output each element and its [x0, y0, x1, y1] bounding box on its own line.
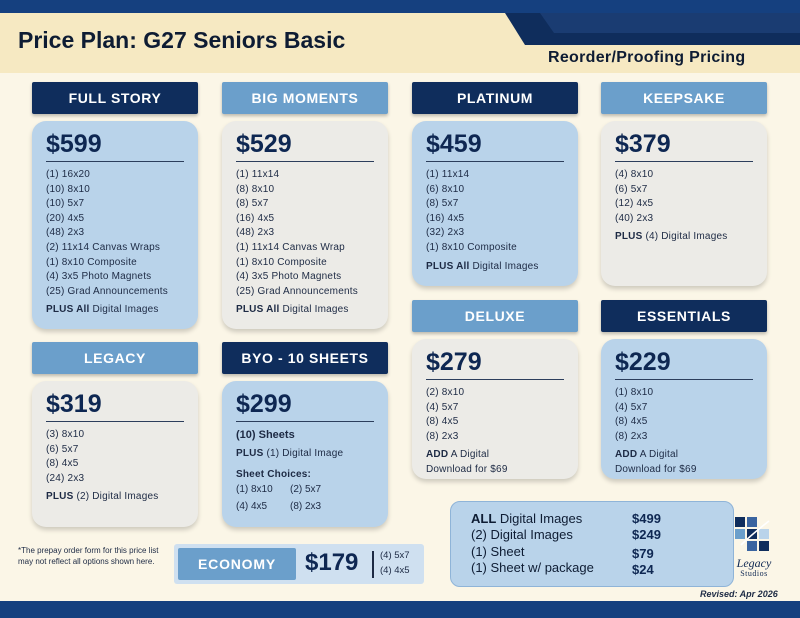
legacy-studios-logo-icon: [733, 515, 773, 555]
plan-card-deluxe[interactable]: [412, 339, 578, 479]
plan-card-essentials[interactable]: [601, 339, 767, 479]
plan-title-keepsake: KEEPSAKE: [601, 82, 767, 114]
plan-add-line: ADD A Digital: [615, 449, 679, 461]
plan-title-economy: ECONOMY: [178, 548, 296, 580]
digital-row-price: $249: [632, 527, 661, 542]
byo-choice: (1) 8x10: [236, 484, 273, 496]
plan-add-line-2: Download for $69: [615, 463, 697, 475]
bottom-bar: [0, 601, 800, 618]
plan-item: (1) 8x10 Composite: [236, 256, 327, 268]
plan-item: (8) 4x5: [426, 416, 459, 428]
plan-item: (8) 4x5: [615, 416, 648, 428]
plan-item: (3) 8x10: [46, 429, 85, 440]
plan-title-full-story: FULL STORY: [32, 82, 198, 114]
plan-item: (1) 11x14: [236, 169, 280, 180]
digital-row-price: $79: [632, 546, 654, 561]
byo-choice: (2) 5x7: [290, 484, 322, 496]
plan-item: (4) 3x5 Photo Magnets: [46, 271, 152, 283]
byo-choices-title: Sheet Choices:: [236, 468, 312, 480]
plan-card-big-moments[interactable]: [222, 121, 388, 329]
plan-item: (1) 16x20: [46, 169, 91, 180]
byo-choices-row: [236, 482, 374, 497]
plan-item: (1) 11x14 Canvas Wrap: [236, 241, 345, 253]
plan-title-big-moments: BIG MOMENTS: [222, 82, 388, 114]
plan-item: (6) 8x10: [426, 183, 465, 195]
plan-item: (8) 5x7: [236, 198, 269, 210]
plan-card-platinum[interactable]: [412, 121, 578, 286]
plan-item: (8) 8x10: [236, 183, 275, 195]
plan-plus-line: PLUS All Digital Images: [236, 304, 349, 316]
plan-title-deluxe: DELUXE: [412, 300, 578, 332]
plan-item: (16) 4x5: [426, 212, 465, 224]
page-subtitle: Reorder/Proofing Pricing: [548, 49, 746, 66]
plan-title-essentials: ESSENTIALS: [601, 300, 767, 332]
plan-plus-line: PLUS All Digital Images: [426, 260, 539, 272]
plan-item: (16) 4x5: [236, 212, 275, 224]
plan-card-full-story[interactable]: [32, 121, 198, 329]
plan-item: (48) 2x3: [236, 227, 275, 239]
plan-card-keepsake[interactable]: [601, 121, 767, 286]
plan-item: (20) 4x5: [46, 212, 85, 224]
plan-item: (6) 5x7: [46, 443, 79, 455]
revised-date: Revised: Apr 2026: [700, 589, 778, 599]
logo-wordmark: Legacy Studios: [736, 556, 772, 578]
plan-card-byo[interactable]: [222, 381, 388, 527]
plan-price: $229: [615, 347, 753, 380]
plan-price: $529: [236, 129, 374, 162]
plan-item: (8) 2x3: [426, 430, 459, 442]
title-accent-stripe: [540, 13, 800, 33]
plan-price: $299: [236, 389, 374, 422]
byo-sheets: (10) Sheets: [236, 429, 295, 441]
plan-title-byo: BYO - 10 SHEETS: [222, 342, 388, 374]
page-title: Price Plan: G27 Seniors Basic: [18, 27, 346, 53]
byo-choice: (4) 4x5: [236, 501, 268, 513]
digital-row-price: $24: [632, 562, 654, 577]
plan-item: (6) 5x7: [615, 183, 648, 195]
plan-price: $279: [426, 347, 564, 380]
plan-plus-line: PLUS All Digital Images: [46, 304, 159, 316]
plan-item: (1) 8x10 Composite: [426, 241, 517, 253]
digital-row-name: ALL Digital Images: [471, 511, 583, 526]
plan-item: (8) 4x5: [46, 458, 79, 470]
plan-item: (4) 8x10: [615, 169, 654, 180]
plan-title-platinum: PLATINUM: [412, 82, 578, 114]
plan-item: (4) 3x5 Photo Magnets: [236, 271, 342, 283]
plan-item: (4) 5x7: [426, 401, 459, 413]
plan-plus-line: PLUS (2) Digital Images: [46, 491, 159, 503]
byo-choices-row: [236, 499, 374, 514]
plan-item: (25) Grad Announcements: [46, 285, 168, 297]
digital-row-name: (1) Sheet w/ package: [471, 560, 594, 575]
plan-item: (24) 2x3: [46, 472, 85, 484]
economy-divider: [372, 551, 374, 578]
plan-price: $319: [46, 389, 184, 422]
plan-add-line: ADD A Digital: [426, 449, 490, 461]
digital-row-name: (2) Digital Images: [471, 527, 573, 542]
top-bar: [0, 0, 800, 13]
plan-item: (1) 8x10 Composite: [46, 256, 137, 268]
economy-item: (4) 5x7: [380, 550, 410, 561]
plan-item: (12) 4x5: [615, 198, 654, 210]
plan-card-legacy[interactable]: [32, 381, 198, 527]
byo-choice: (8) 2x3: [290, 501, 322, 513]
plan-price: $379: [615, 129, 753, 162]
digital-row-name: (1) Sheet: [471, 544, 525, 559]
plan-title-legacy: LEGACY: [32, 342, 198, 374]
plan-item: (10) 5x7: [46, 198, 85, 210]
plan-item: (40) 2x3: [615, 212, 654, 224]
plan-item: (8) 2x3: [615, 430, 648, 442]
plan-item: (25) Grad Announcements: [236, 285, 358, 297]
plan-item: (8) 5x7: [426, 198, 459, 210]
plan-plus-line: PLUS (4) Digital Images: [615, 231, 728, 243]
plan-item: (48) 2x3: [46, 227, 85, 239]
plan-item: (4) 5x7: [615, 401, 648, 413]
footnote: *The prepay order form for this price list may not reflect all options shown here.: [18, 546, 159, 566]
plan-add-line-2: Download for $69: [426, 463, 508, 475]
economy-item: (4) 4x5: [380, 565, 410, 576]
plan-item: (2) 8x10: [426, 387, 465, 398]
plan-item: (2) 11x14 Canvas Wraps: [46, 241, 161, 253]
plan-price: $599: [46, 129, 184, 162]
digital-row-price: $499: [632, 511, 661, 526]
plan-plus-line: PLUS (1) Digital Image: [236, 448, 344, 459]
economy-price: $179: [305, 549, 359, 576]
plan-item: (1) 8x10: [615, 387, 654, 398]
plan-item: (32) 2x3: [426, 227, 465, 239]
plan-price: $459: [426, 129, 564, 162]
plan-item: (1) 11x14: [426, 169, 470, 180]
plan-item: (10) 8x10: [46, 183, 91, 195]
